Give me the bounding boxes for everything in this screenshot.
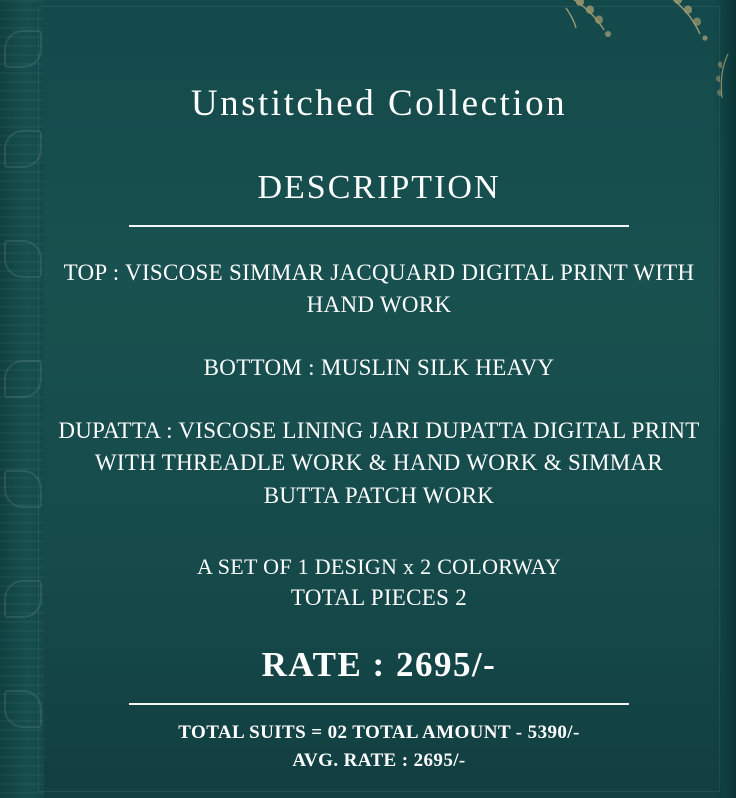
ornament-motif xyxy=(4,580,42,618)
top-divider xyxy=(129,225,629,227)
ornament-motif xyxy=(4,470,42,508)
ornament-motif xyxy=(4,130,42,168)
ornament-motif xyxy=(4,360,42,398)
rate-line: RATE : 2695/- xyxy=(261,644,497,684)
ornament-motif xyxy=(4,690,42,728)
detail-set-line: A SET OF 1 DESIGN x 2 COLORWAY xyxy=(196,553,562,579)
detail-top: TOP : VISCOSE SIMMAR JACQUARD DIGITAL PRINT WITH HAND WORK xyxy=(63,259,695,318)
ornament-motif xyxy=(4,30,42,68)
collection-title: Unstitched Collection xyxy=(190,83,568,124)
description-heading: DESCRIPTION xyxy=(257,168,501,206)
bottom-divider xyxy=(129,703,629,705)
detail-dupatta: DUPATTA : VISCOSE LINING JARI DUPATTA DIGITAL PRINT WITH THREADLE WORK & HAND WORK & SIMMAR BUTTA PATCH WORK xyxy=(58,417,700,508)
footer-avg-rate-line: AVG. RATE : 2695/- xyxy=(292,750,466,772)
detail-pieces-line: TOTAL PIECES 2 xyxy=(290,584,468,610)
card-content xyxy=(44,0,714,798)
ornament-motif xyxy=(4,240,42,278)
detail-bottom: BOTTOM : MUSLIN SILK HEAVY xyxy=(203,355,555,380)
footer-total-line: TOTAL SUITS = 02 TOTAL AMOUNT - 5390/- xyxy=(178,721,580,743)
